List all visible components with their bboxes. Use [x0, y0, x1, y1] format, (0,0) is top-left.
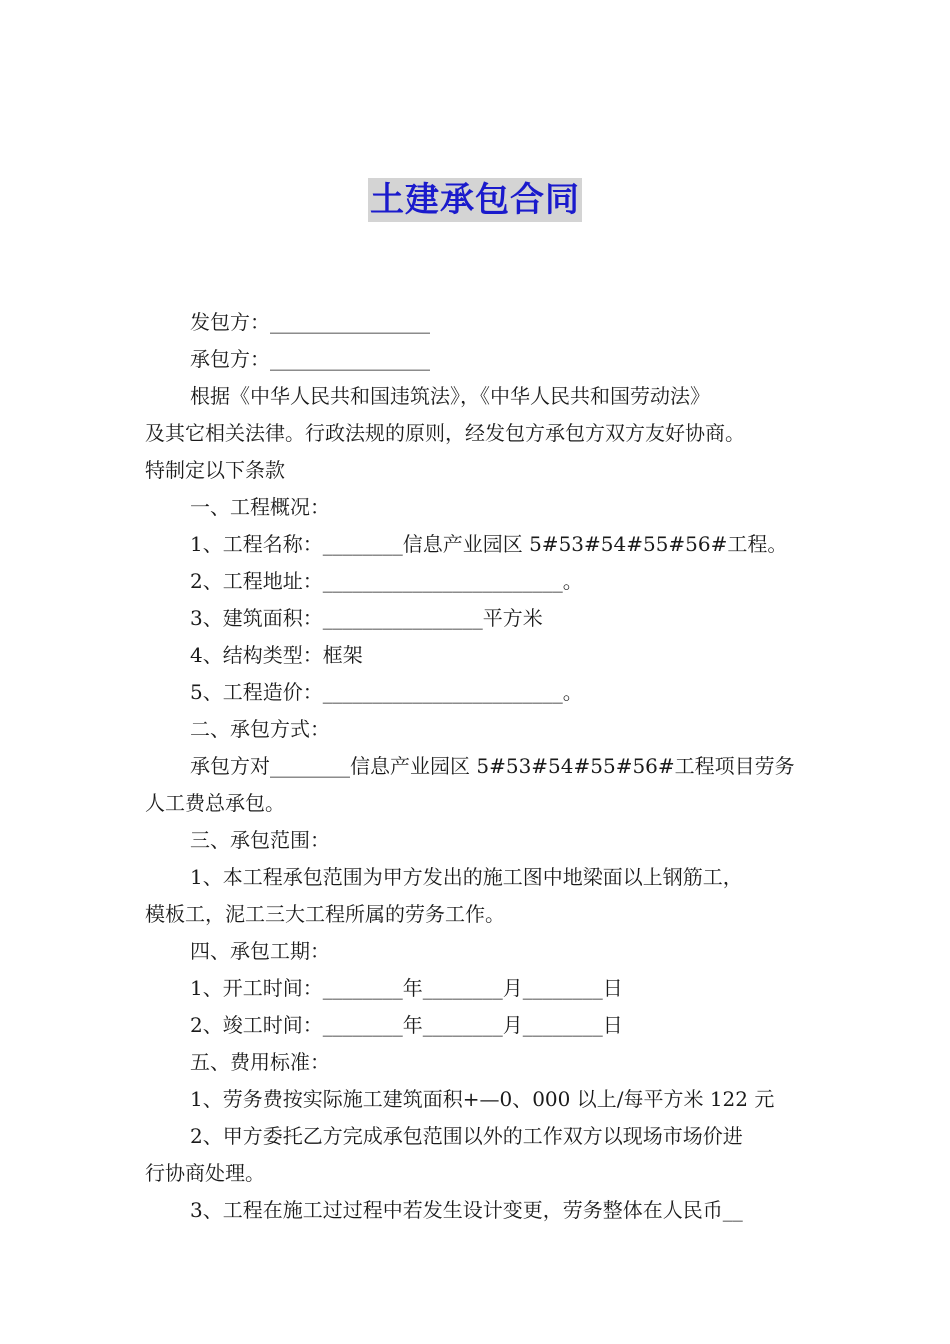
start-date-line: 1、开工时间：________年________月________日: [190, 976, 623, 1000]
preamble-line-1: 根据《中华人民共和国违筑法》，《中华人民共和国劳动法》: [190, 384, 710, 408]
section-1-heading: 一、工程概况：: [190, 495, 330, 519]
completion-date-line: 2、竣工时间：________年________月________日: [190, 1013, 623, 1037]
section-4-heading: 四、承包工期：: [190, 939, 330, 963]
document-body: [145, 304, 815, 1229]
contract-mode-line-1: 承包方对________信息产业园区 5#53#54#55#56#工程项目劳务: [190, 754, 795, 778]
section-5-heading: 五、费用标准：: [190, 1050, 330, 1074]
fee-line-2: 2、甲方委托乙方完成承包范围以外的工作双方以现场市场价进: [190, 1124, 743, 1148]
project-cost-line: 5、工程造价：________________________。: [190, 680, 583, 704]
preamble-line-3: 特制定以下条款: [145, 458, 285, 482]
project-name-line: 1、工程名称：________信息产业园区 5#53#54#55#56#工程。: [190, 532, 788, 556]
fee-line-1: 1、劳务费按实际施工建筑面积+—0、000 以上/每平方米 122 元: [190, 1087, 775, 1111]
preamble-line-2: 及其它相关法律。行政法规的原则，经发包方承包方双方友好协商。: [145, 421, 745, 445]
party-b-line: 承包方：________________: [190, 347, 430, 371]
fee-line-2-cont: 行协商处理。: [145, 1161, 265, 1185]
scope-line-2: 模板工，泥工三大工程所属的劳务工作。: [145, 902, 505, 926]
section-3-heading: 三、承包范围：: [190, 828, 330, 852]
fee-line-3: 3、工程在施工过过程中若发生设计变更，劳务整体在人民币__: [190, 1198, 743, 1222]
section-2-heading: 二、承包方式：: [190, 717, 330, 741]
building-area-line: 3、建筑面积：________________平方米: [190, 606, 543, 630]
project-address-line: 2、工程地址：________________________。: [190, 569, 583, 593]
contract-mode-line-2: 人工费总承包。: [145, 791, 285, 815]
scope-line-1: 1、本工程承包范围为甲方发出的施工图中地梁面以上钢筋工，: [190, 865, 743, 889]
title-wrap: [0, 178, 950, 222]
structure-type-line: 4、结构类型：框架: [190, 643, 363, 667]
document-title: 土建承包合同: [370, 180, 580, 220]
party-a-line: 发包方：________________: [190, 310, 430, 334]
